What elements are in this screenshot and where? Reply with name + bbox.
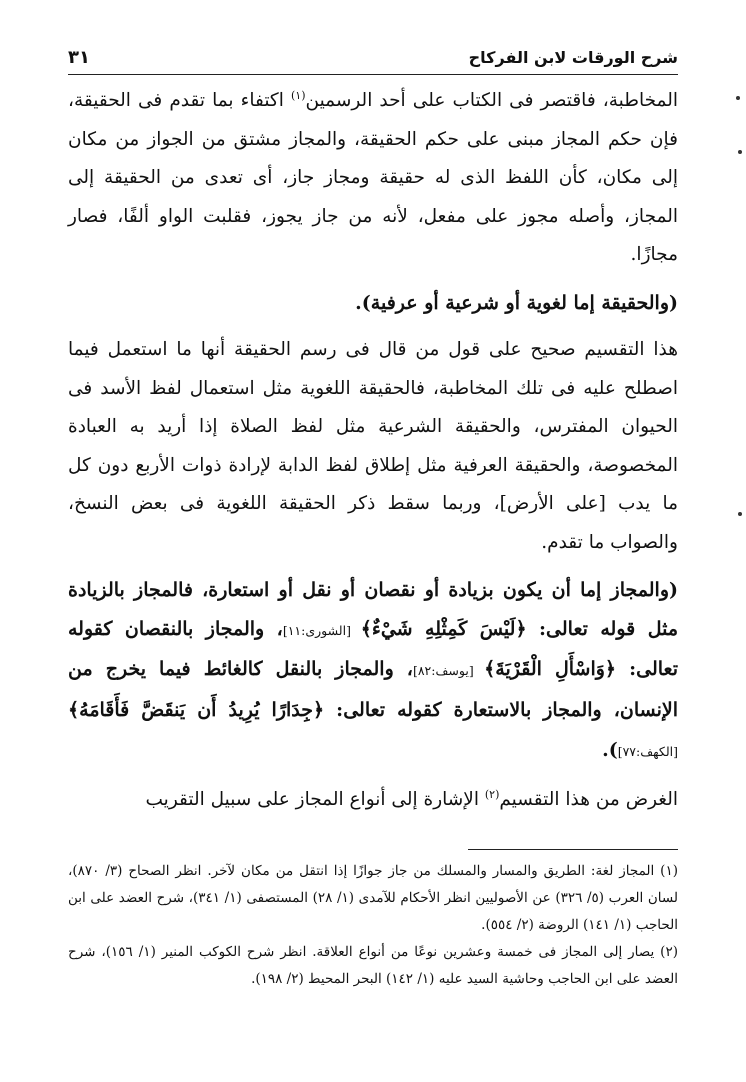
footnote-2: (٢) يصار إلى المجاز فى خمسة وعشرين نوعًا من أنواع العلاقة. انظر شرح الكوكب المنير (١/ ١٥٦)، شرح العضد على ابن الحاجب وحاشية السيد عليه (١/ ١٤٢) البحر المحيط (٢/ ١٩٨).: [68, 944, 678, 987]
matn-heading-haqiqa: (والحقيقة إما لغوية أو شرعية أو عرفية).: [355, 291, 678, 314]
paragraph-majaz-definition: [68, 82, 678, 275]
paragraph-purpose: [68, 781, 678, 820]
page-number: ٣١: [68, 46, 90, 68]
scan-margin-dot: [738, 150, 742, 154]
matn-text: ، والمجاز بالنقصان كقوله تعالى:: [68, 617, 678, 680]
main-text: [68, 82, 678, 993]
paragraph-text: المخاطبة، فاقتصر فى الكتاب على أحد الرسمين: [305, 90, 678, 111]
footnote-separator: [468, 849, 678, 850]
matn-majaz-types: [68, 571, 678, 772]
matn-text: ، والمجاز بالنقل كالغائط فيما يخرج من الإنسان، والمجاز بالاستعارة كقوله تعالى:: [68, 658, 678, 721]
matn-text: ).: [602, 739, 618, 761]
footnote-marker-2: (٢): [484, 787, 500, 801]
running-title: شرح الورقات لابن الفركاح: [468, 47, 678, 67]
verse-reference: [يوسف:٨٢]: [412, 663, 485, 678]
verse-reference: [الشورى:١١]: [282, 622, 361, 638]
footnote-marker-1: (١): [290, 88, 306, 102]
quran-verse: ﴿وَاسْأَلِ الْقَرْيَةَ﴾: [484, 658, 617, 680]
scan-margin-dot: [738, 512, 742, 516]
page-header: [68, 40, 678, 75]
quran-verse: ﴿جِدَارًا يُرِيدُ أَن يَنقَضَّ فَأَقَامَهُ﴾: [68, 698, 325, 721]
paragraph-text: اكتفاء بما تقدم فى الحقيقة، فإن حكم المجاز مبنى على حكم الحقيقة، والمجاز مشتق من الجواز من مكان إلى مكان، كأن اللفظ الذى له حقيقة ومجاز جاز، أى تعدى من الحقيقة إلى المجاز، وأصله مجوز على مفعل، لأنه من جاز يجوز، فقلبت الواو ألفًا، فصار مجازًا.: [68, 90, 678, 265]
paragraph-text: الغرض من هذا التقسيم: [499, 788, 678, 810]
verse-reference: [الكهف:٧٧]: [617, 744, 678, 759]
paragraph-text: الإشارة إلى أنواع المجاز على سبيل التقريب: [145, 788, 485, 810]
footnote-1: (١) المجاز لغة: الطريق والمسار والمسلك من جاز جوازًا إذا انتقل من مكان لآخر. انظر الصحاح (٣/ ٨٧٠)، لسان العرب (٥/ ٣٢٦) عن الأصوليين انظر الأحكام للآمدى (١/ ٢٨) المستصفى (١/ ٣٤١)، شرح العضد على ابن الحاجب (١/ ١٤١) الروضة (٢/ ٥٥٤).: [68, 863, 679, 933]
quran-verse: ﴿لَيْسَ كَمِثْلِهِ شَيْءٌ﴾: [360, 617, 527, 640]
matn-text: (والمجاز إما أن يكون بزيادة أو نقصان أو نقل أو استعارة، فالمجاز بالزيادة مثل قوله تعالى:: [68, 579, 678, 640]
paragraph-haqiqa-types: هذا التقسيم صحيح على قول من قال فى رسم الحقيقة أنها ما استعمل فيما اصطلح عليه فى تلك المخاطبة، فالحقيقة اللغوية مثل استعمال لفظ الأسد فى الحيوان المفترس، والحقيقة الشرعية مثل لفظ الصلاة إذا أريد به العبادة المخصوصة، والحقيقة العرفية مثل إطلاق لفظ الدابة لإرادة ذوات الأربع دون كل ما يدب [على الأرض]، وربما سقط ذكر الحقيقة اللغوية فى بعض النسخ، والصواب ما تقدم.: [68, 339, 678, 553]
scan-margin-dot: [736, 96, 740, 100]
